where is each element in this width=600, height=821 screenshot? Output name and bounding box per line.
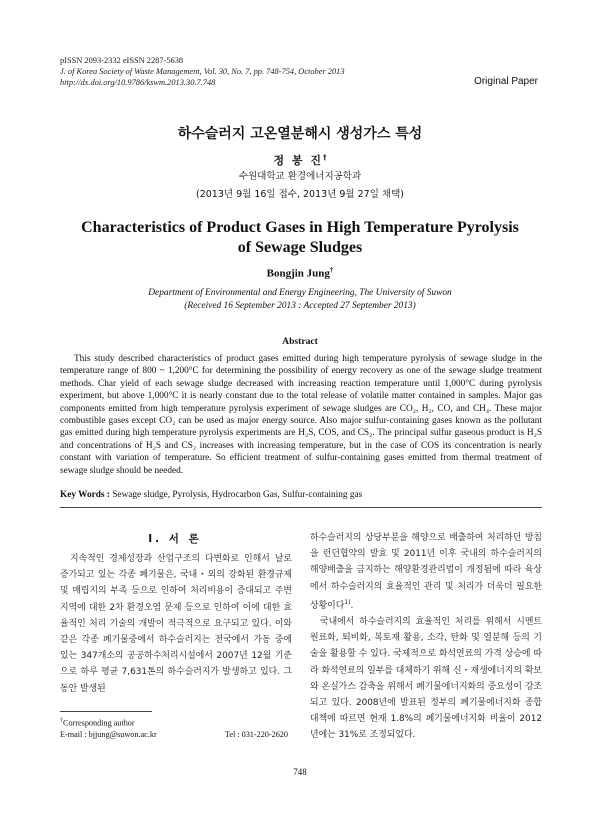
section-heading: I. 서 론 (148, 533, 202, 545)
keywords-label: Key Words : (60, 490, 110, 500)
english-author: Bongjin Jung† (266, 266, 334, 280)
intro-paragraph-1-cont: 하수슬러지의 상당부분을 해양으로 배출하여 처리하던 방침을 런던협약의 발효 및 2011년 이후 국내의 하수슬러지의 해양배출을 금지하는 해양환경관리법이 개정됨에 따라 육상에서 하수슬러지의 효율적인 관리 및 처리가 더욱더 필요한 상황이다$^{1)}$. (310, 533, 542, 611)
abstract-heading: Abstract (282, 336, 318, 347)
divider (60, 507, 542, 508)
keywords-text: Sewage sludge, Pyrolysis, Hydrocarbon Gas, Sulfur-containing gas (112, 490, 363, 500)
page-number: 748 (293, 767, 307, 777)
journal-citation: J. of Korea Society of Waste Management, Vol. 30, No. 7, pp. 748-754, October 2013 (60, 67, 345, 76)
footnote-tel: Tel : 031-220-2620 (224, 729, 288, 739)
doi-link[interactable]: http://dx.doi.org/10.9786/kswm.2013.30.7.748 (60, 78, 216, 87)
issn-line: pISSN 2093-2332 eISSN 2287-5638 (60, 56, 184, 65)
english-title: Characteristics of Product Gases in High Temperature Pyrolysis of Sewage Sludges (81, 219, 519, 256)
korean-author: 정 봉 진† (273, 153, 327, 167)
korean-dates: (2013년 9월 16일 접수, 2013년 9월 27일 채택) (196, 189, 404, 200)
corresponding-mark: † (323, 153, 327, 162)
footnote: †Corresponding author E-mail : bjjung@suwon.ac.kr Tel : 031-220-2620 (60, 718, 288, 739)
english-corresponding-mark: † (329, 266, 334, 274)
paper-type-label: Original Paper (474, 76, 538, 87)
korean-affiliation: 수원대학교 환경에너지공학과 (238, 171, 362, 182)
keywords (60, 490, 362, 500)
abstract-text: This study described characteristics of product gases emitted during high temperature pyrolysis of sewage sludge in the temperature range of 800 ~ 1,200°C for determining the possibility of energy recovery as one of the sewage sludge treatment methods. Char yield of each sewage sludge decreased with increasing reaction temperature until 1,000°C during pyrolysis experiment, but above 1,000°C it is nearly constant due to the total release of volatile matter contained in samples. Major gas components emitted from high temperature pyrolysis experiment of sewage sludges are CO₂, H₂, CO, and CH₄. These major combustible gases except CO₂ can be used as major energy source. Also major sulfur-containing gases known as the pollutant gas emitted during high temperature pyrolysis experiments are H₂S, COS, and CS₂. The principal sulfur gaseous product is H₂S and concentrations of H₂S and CS₂ increases with increasing temperature, but in the case of COS its concentration is nearly constant with variation of temperature. So efficient treatment of sulfur-containing gases emitted from thermal treatment of sewage sludge should be needed. (60, 354, 542, 476)
english-affiliation: Department of Environmental and Energy Engineering, The University of Suwon (Received 16 September 2013 : Accepted 27 September 2013) (148, 288, 452, 311)
footnote-email[interactable]: E-mail : bjjung@suwon.ac.kr (60, 729, 157, 739)
left-column (60, 551, 292, 697)
intro-paragraph-1: 지속적인 경제성장과 산업구조의 다변화로 인해서 날로 증가되고 있는 각종 폐기물은, 국내・외의 강화된 환경규제 및 매립지의 부족 등으로 인하여 처리비용이 증대되고 주변지역에 대한 2차 환경오염 문제 등으로 인하여 이에 대한 효율적인 처리 기술의 개발이 적극적으로 요구되고 있다. 이와같은 각종 폐기물중에서 하수슬러지는 전국에서 가동 중에 있는 347개소의 공공하수처리시설에서 2007년 12월 기준으로 하루 평균 7,631톤의 하수슬러지가 발생하고 있다. 그동안 발생된 (60, 554, 292, 694)
journal-header (60, 55, 345, 88)
intro-paragraph-2: 국내에서 하수슬러지의 효율적인 처리를 위해서 시멘트 원료화, 퇴비화, 복토재 활용, 소각, 탄화 및 열분해 등의 기술을 활용할 수 있다. 국제적으로 화석연료의 가격 상승에 따라 화석연료의 일부를 대체하기 위해 신・재생에너지의 확보와 온실가스 감축을 위해서 폐기물에너지화의 중요성이 강조되고 있다. 2008년에 발표된 정부의 폐기물에너지화 종합 대책에 따르면 현재 1.8%의 폐기물에너지화 비율이 2012년에는 31%로 조정되었다. (310, 616, 542, 741)
reference-mark: 1) (344, 598, 351, 606)
footnote-rule (60, 711, 152, 712)
right-column (310, 530, 542, 744)
korean-title: 하수슬러지 고온열분해시 생성가스 특성 (177, 126, 423, 142)
